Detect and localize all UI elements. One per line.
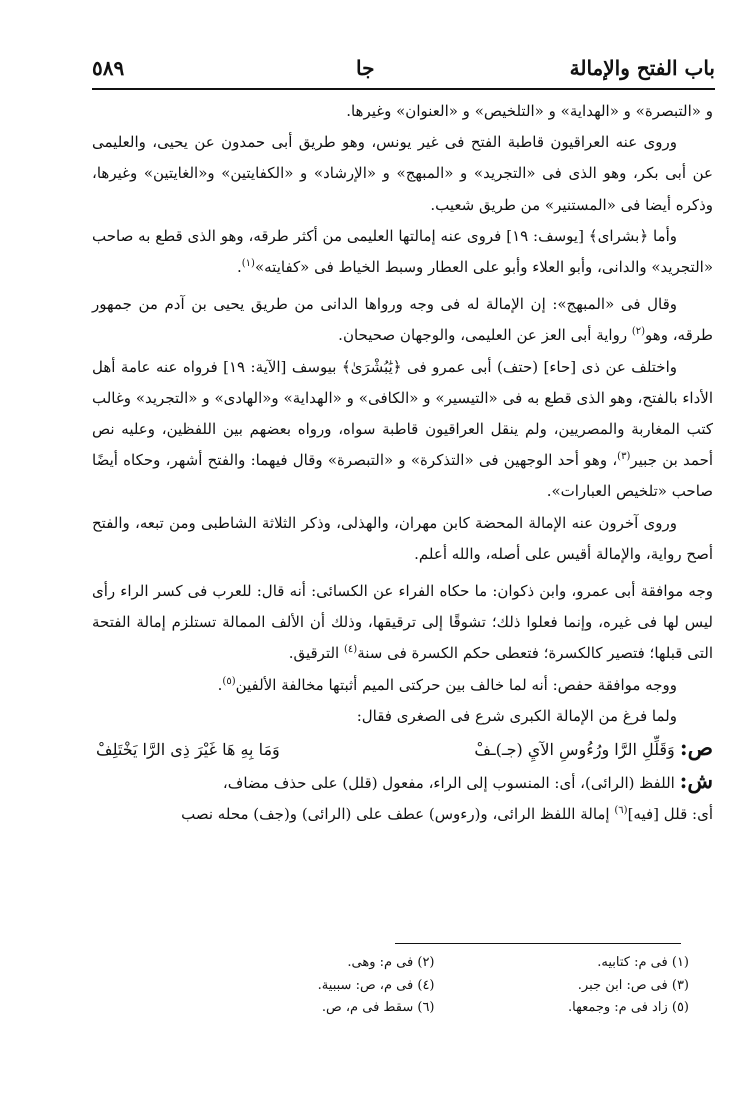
poem-first-half: ص: وَقَلِّلِ الرَّا ورُءُوسِ الآيِ (جـ)ـفْ <box>474 735 713 761</box>
footnote-ref: (٦) <box>614 805 628 817</box>
paragraph: واختلف عن ذى [حاء] (حتف) أبى عمرو فى ﴿يَٰبُشْرَىٰ﴾ بيوسف [الآية: ١٩] فرواه عنه عامة أهل الأداء بالفتح، وهو الذى قطع به فى «التيسير» و «الكافى» و «الهداية» و«الهادى» و «التجريد» وغالب كتب المغاربة والمصريين، ولم ينقل العراقيون قاطبة سواه، ورواه بعضهم بين اللفظين، وعليه نص أحمد بن جبير$^{(٣)}$، وهو أحد الوجهين فى «التذكرة» و «التبصرة» وقال فيهما: والفتح أشهر، وحكاه أيضًا صاحب «تلخيص العبارات». <box>92 357 714 501</box>
paragraph: ولما فرغ من الإمالة الكبرى شرع فى الصغرى فقال: <box>356 706 677 725</box>
main-text <box>92 96 713 831</box>
paragraph: وروى آخرون عنه الإمالة المحضة كابن مهران، والهذلى، وذكر الثلاثة الشاطبى ومن تبعه، والفتح أصح رواية، والإمالة أقيس على أصله، والله أعلم. <box>92 513 713 563</box>
paragraph: وأما ﴿بشراى﴾ [يوسف: ١٩] فروى عنه إمالتها العليمى من أكثر طرقه، وهو الذى قطع به صاحب «التجريد» والدانى، وأبو العلاء وأبو على العطار وسبط الخياط فى «كفايته»$^{(١)}$. <box>92 226 713 277</box>
paragraph: أى: قلل [فيه]$^{(٦)}$ إمالة اللفظ الرائى، و(رءوس) عطف على (الرائى) و(جف) محله نصب <box>181 805 713 824</box>
paragraph: وجه موافقة أبى عمرو، وابن ذكوان: ما حكاه الفراء عن الكسائى: أنه قال: للعرب فى كسر الراء رأى ليس لها فى غيره، وإنما فعلوا ذلك؛ تشوقًا إلى ترقيقها، وذلك أن الألف الممالة تستلزم إمالة الفتحة التى قبلها؛ فتصير كالكسرة؛ فتعطى حكم الكسرة فى سنة$^{(٤)}$ الترقيق. <box>92 582 713 663</box>
paragraph: وروى عنه العراقيون قاطبة الفتح فى غير يونس، وهو طريق أبى حمدون عن يحيى، والعليمى عن أبى بكر، وهو الذى فى «التجريد» و «المبهج» و «الإرشاد» و «الكفايتين» و«الغايتين» وغيرها، وذكره أيضا فى «المستنير» من طريق شعيب. <box>92 133 713 214</box>
footnote-ref: (٣) <box>617 451 631 463</box>
poem-second-half: وَمَا بِهِ هَا غَيْرَ ذِى الرَّا يَخْتَلِفْ <box>96 740 280 760</box>
footnote: (٣) فى ص: ابن جبر. <box>577 977 689 993</box>
text-marker-sad: ص: <box>679 735 713 761</box>
footnote-ref: (٤) <box>344 644 358 656</box>
footnote-ref: (٥) <box>222 675 236 687</box>
chapter-title: باب الفتح والإمالة <box>569 56 715 80</box>
commentary: ش: اللفظ (الرائى)، أى: المنسوب إلى الراء، مفعول (قلل) على حذف مضاف، <box>222 768 713 794</box>
footnote-separator <box>395 943 681 944</box>
paragraph: و «التبصرة» و «الهداية» و «التلخيص» و «العنوان» وغيرها. <box>346 102 713 120</box>
poem-verse <box>92 732 713 765</box>
running-header <box>92 48 715 90</box>
commentary-marker-shin: ش: <box>679 768 713 794</box>
footnote-ref: (١) <box>241 258 255 270</box>
page-number: ٥٨٩ <box>92 56 125 80</box>
footnote: (٦) سقط فى م، ص. <box>321 1000 435 1015</box>
volume-label: جا <box>356 56 375 80</box>
footnote: (٥) زاد فى م: وجمعها. <box>567 1000 689 1015</box>
footnote: (٤) فى م، ص: سببية. <box>317 977 435 993</box>
paragraph: وقال فى «المبهج»: إن الإمالة له فى وجه ورواها الدانى من طريق يحيى بن آدم من جمهور طرقه، وهو$^{(٢)}$ رواية أبى العز عن العليمى، والوجهان صحيحان. <box>92 295 713 345</box>
footnotes <box>240 952 689 1020</box>
footnote: (١) فى م: كتابيه. <box>597 955 689 970</box>
footnote: (٢) فى م: وهى. <box>347 955 435 970</box>
footnote-ref: (٢) <box>631 326 646 338</box>
paragraph: ووجه موافقة حفص: أنه لما خالف بين حركتى الميم أثبتها مخالفة الألفين$^{(٥)}$. <box>217 675 677 694</box>
